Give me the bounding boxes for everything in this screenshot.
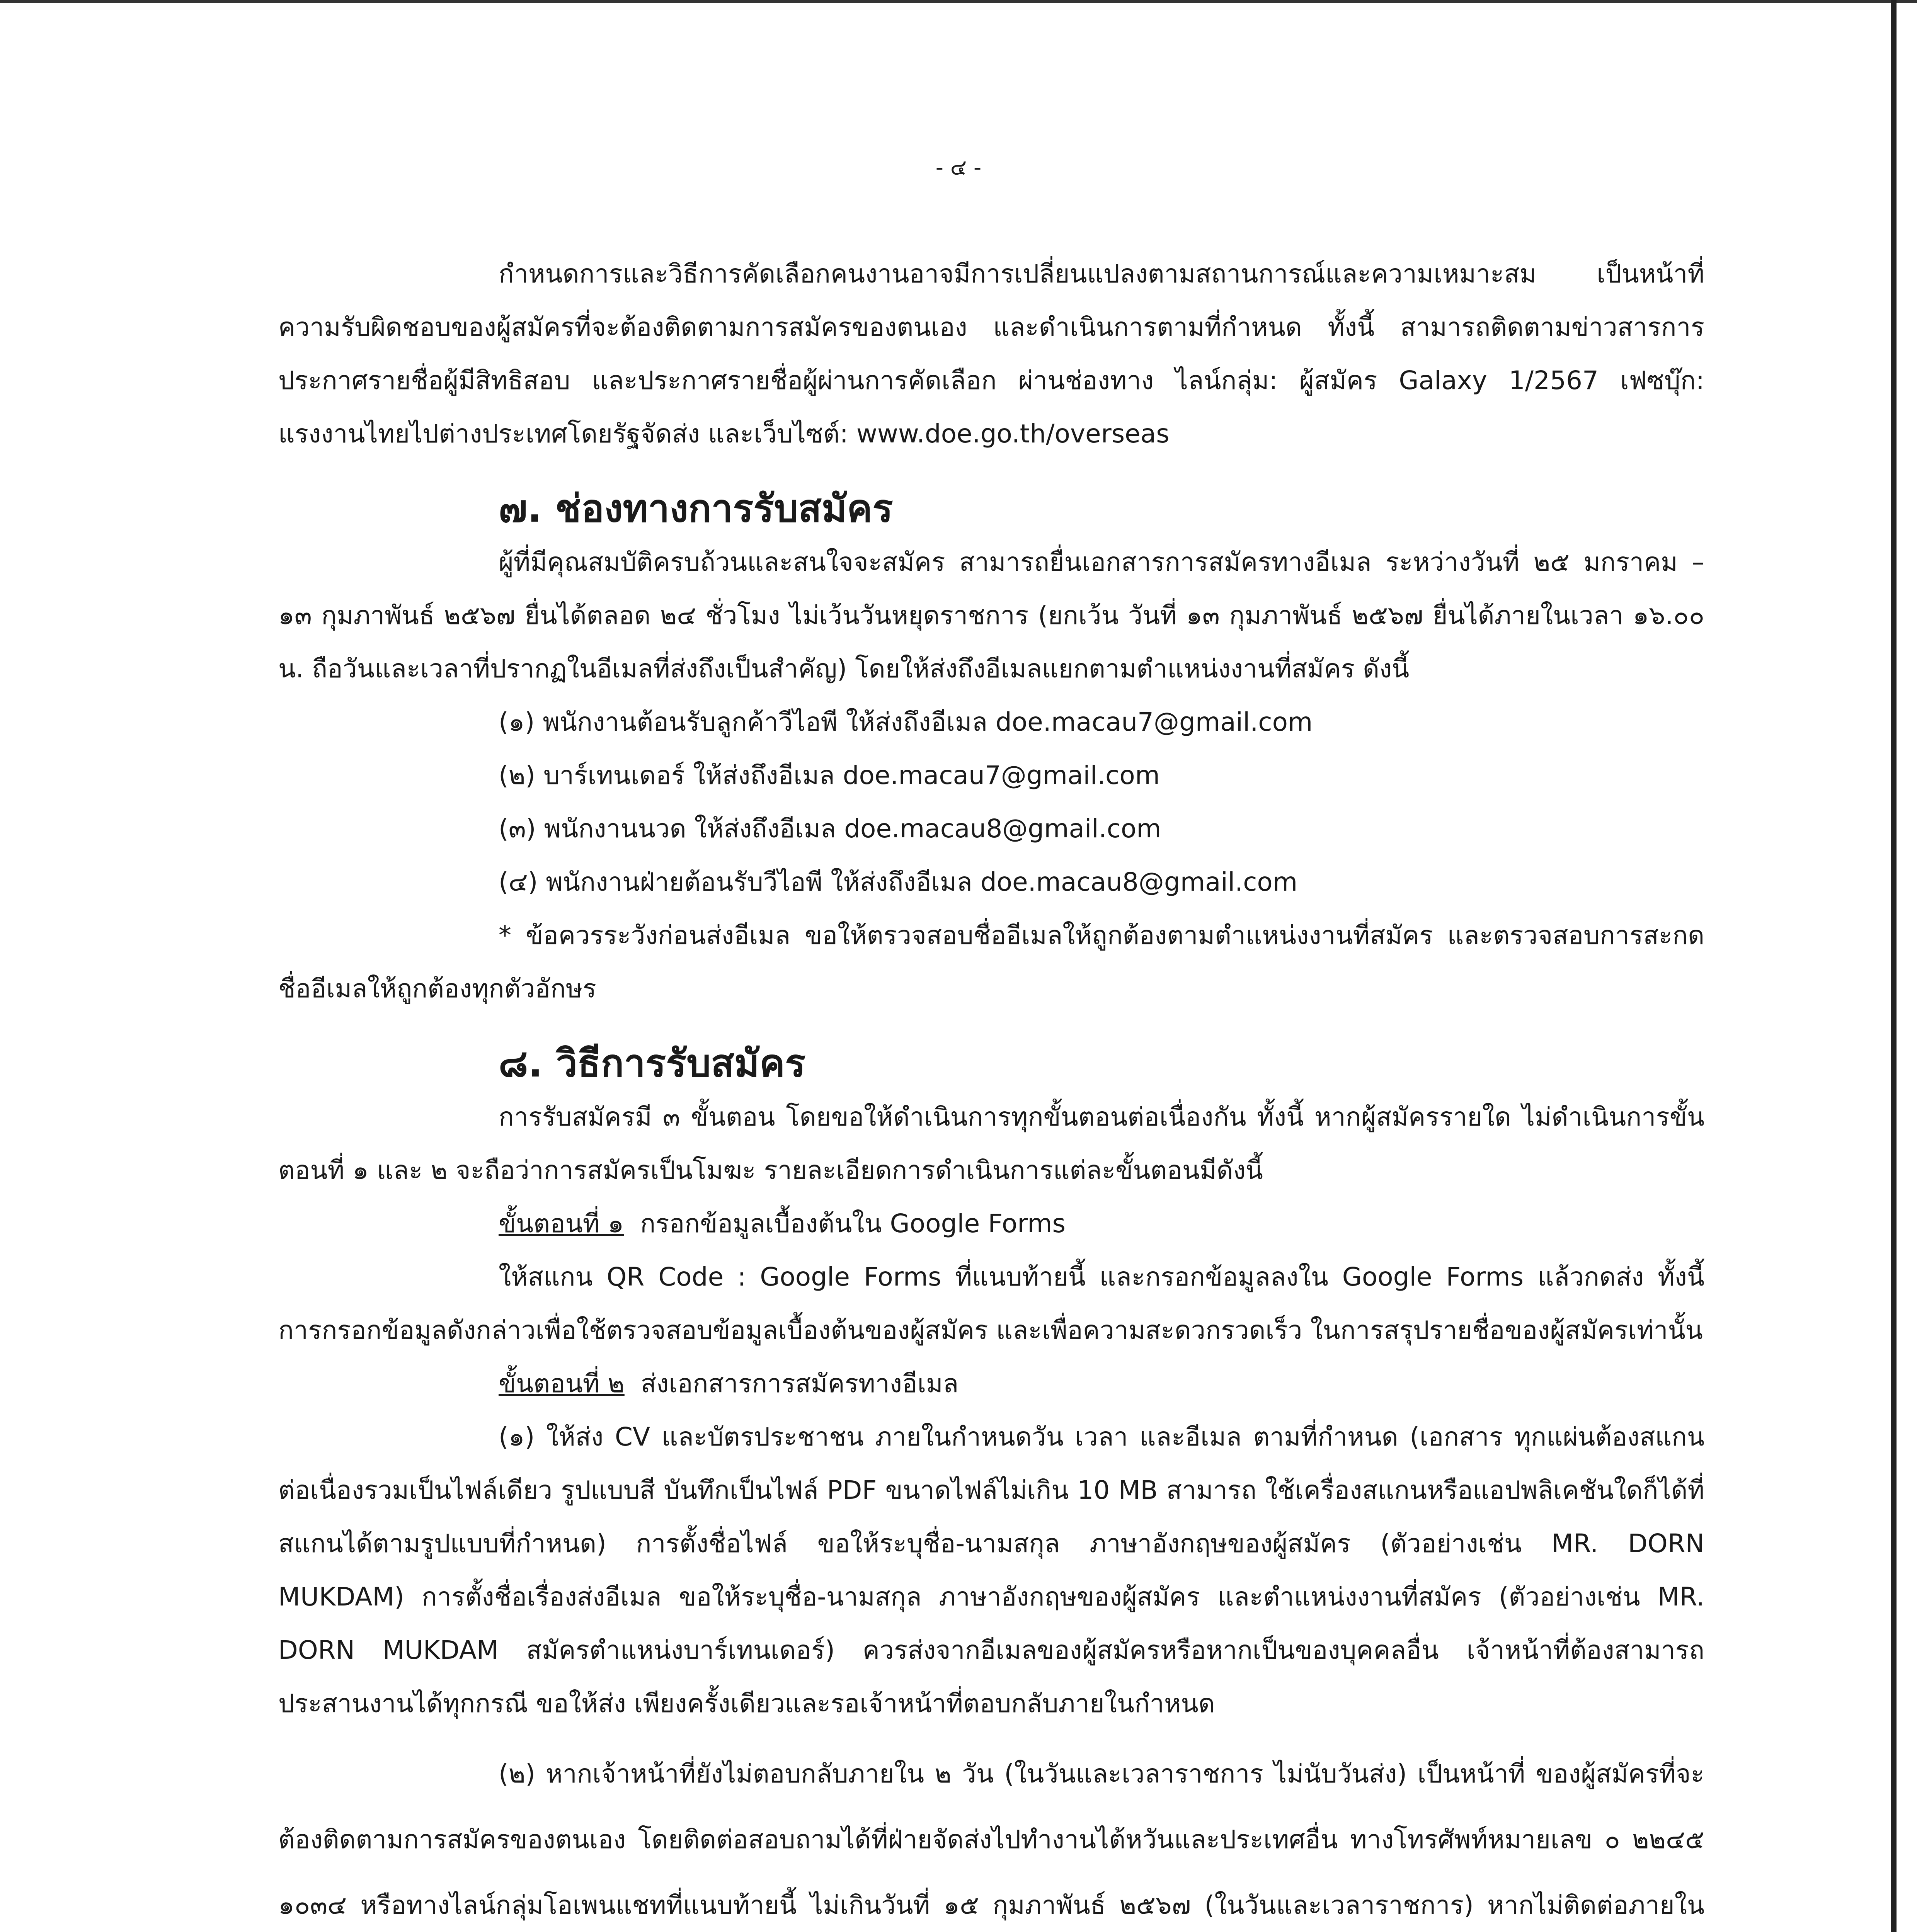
step-2-line bbox=[278, 1357, 1704, 1410]
page-number: - ๔ - bbox=[935, 155, 982, 180]
step-2-label: ขั้นตอนที่ ๒ bbox=[499, 1369, 625, 1398]
step-2-item-1: (๑) ให้ส่ง CV และบัตรประชาชน ภายในกำหนดวัน เวลา และอีเมล ตามที่กำหนด (เอกสาร ทุกแผ่นต้องสแกนต่อเนื่องรวมเป็นไฟล์เดียว รูปแบบสี บันทึกเป็นไฟล์ PDF ขนาดไฟล์ไม่เกิน 10 MB สามารถ ใช้เครื่องสแกนหรือแอปพลิเคชันใดก็ได้ที่สแกนได้ตามรูปแบบที่กำหนด) การตั้งชื่อไฟล์ ขอให้ระบุชื่อ-นามสกุล ภาษาอังกฤษของผู้สมัคร (ตัวอย่างเช่น MR. DORN MUKDAM) การตั้งชื่อเรื่องส่งอีเมล ขอให้ระบุชื่อ-นามสกุล ภาษาอังกฤษของผู้สมัคร และตำแหน่งงานที่สมัคร (ตัวอย่างเช่น MR. DORN MUKDAM สมัครตำแหน่งบาร์เทนเดอร์) ควรส่งจากอีเมลของผู้สมัครหรือหากเป็นของบุคคลอื่น เจ้าหน้าที่ต้องสามารถประสานงานได้ทุกกรณี ขอให้ส่ง เพียงครั้งเดียวและรอเจ้าหน้าที่ตอบกลับภายในกำหนด bbox=[278, 1422, 1704, 1718]
step-2-title: ส่งเอกสารการสมัครทางอีเมล bbox=[640, 1369, 959, 1398]
email-item: (๔) พนักงานฝ่ายต้อนรับวีไอพี ให้ส่งถึงอีเมล doe.macau8@gmail.com bbox=[499, 867, 1298, 897]
step-1-title: กรอกข้อมูลเบื้องต้นใน Google Forms bbox=[640, 1209, 1066, 1238]
email-item: (๑) พนักงานต้อนรับลูกค้าวีไอพี ให้ส่งถึงอีเมล doe.macau7@gmail.com bbox=[499, 707, 1313, 737]
email-item: (๓) พนักงานนวด ให้ส่งถึงอีเมล doe.macau8@gmail.com bbox=[499, 814, 1161, 844]
step-2-item-2: (๒) หากเจ้าหน้าที่ยังไม่ตอบกลับภายใน ๒ วัน (ในวันและเวลาราชการ ไม่นับวันส่ง) เป็นหน้าที่ ของผู้สมัครที่จะต้องติดตามการสมัครของตนเอง โดยติดต่อสอบถามได้ที่ฝ่ายจัดส่งไปทำงานไต้หวันและประเทศอื่น ทางโทรศัพท์หมายเลข ๐ ๒๒๔๕ ๑๐๓๔ หรือทางไลน์กลุ่มโอเพนแชทที่แนบท้ายนี้ ไม่เกินวันที่ ๑๕ กุมภาพันธ์ ๒๕๖๗ (ในวันและเวลาราชการ) หากไม่ติดต่อภายใน bbox=[278, 1759, 1704, 1920]
document-body bbox=[278, 247, 1704, 1932]
section-7-paragraph: ผู้ที่มีคุณสมบัติครบถ้วนและสนใจจะสมัคร สามารถยื่นเอกสารการสมัครทางอีเมล ระหว่างวันที่ ๒๕ มกราคม – ๑๓ กุมภาพันธ์ ๒๕๖๗ ยื่นได้ตลอด ๒๔ ชั่วโมง ไม่เว้นวันหยุดราชการ (ยกเว้น วันที่ ๑๓ กุมภาพันธ์ ๒๕๖๗ ยื่นได้ภายในเวลา ๑๖.๐๐ น. ถือวันและเวลาที่ปรากฏในอีเมลที่ส่งถึงเป็นสำคัญ) โดยให้ส่งถึงอีเมลแยกตามตำแหน่งงานที่สมัคร ดังนี้ bbox=[278, 547, 1704, 684]
intro-paragraph: กำหนดการและวิธีการคัดเลือกคนงานอาจมีการเปลี่ยนแปลงตามสถานการณ์และความเหมาะสม เป็นหน้าที่ความรับผิดชอบของผู้สมัครที่จะต้องติดตามการสมัครของตนเอง และดำเนินการตามที่กำหนด ทั้งนี้ สามารถติดตามข่าวสารการประกาศรายชื่อผู้มีสิทธิสอบ และประกาศรายชื่อผู้ผ่านการคัดเลือก ผ่านช่องทาง ไลน์กลุ่ม: ผู้สมัคร Galaxy 1/2567 เฟซบุ๊ก: แรงงานไทยไปต่างประเทศโดยรัฐจัดส่ง และเว็บไซต์: www.doe.go.th/overseas bbox=[278, 259, 1704, 449]
scan-edge-top bbox=[0, 0, 1917, 3]
section-8-intro: การรับสมัครมี ๓ ขั้นตอน โดยขอให้ดำเนินการทุกขั้นตอนต่อเนื่องกัน ทั้งนี้ หากผู้สมัครรายใด ไม่ดำเนินการขั้นตอนที่ ๑ และ ๒ จะถือว่าการสมัครเป็นโมฆะ รายละเอียดการดำเนินการแต่ละขั้นตอนมีดังนี้ bbox=[278, 1102, 1704, 1185]
email-note: * ข้อควรระวังก่อนส่งอีเมล ขอให้ตรวจสอบชื่ออีเมลให้ถูกต้องตามตำแหน่งงานที่สมัคร และตรวจสอบการสะกดชื่ออีเมลให้ถูกต้องทุกตัวอักษร bbox=[278, 920, 1704, 1003]
section-7-heading: ๗. ช่องทางการรับสมัคร bbox=[499, 486, 893, 531]
step-1-body: ให้สแกน QR Code : Google Forms ที่แนบท้ายนี้ และกรอกข้อมูลลงใน Google Forms แล้วกดส่ง ทั้งนี้ การกรอกข้อมูลดังกล่าวเพื่อใช้ตรวจสอบข้อมูลเบื้องต้นของผู้สมัคร และเพื่อความสะดวกรวดเร็ว ในการสรุปรายชื่อของผู้สมัครเท่านั้น bbox=[278, 1262, 1704, 1345]
section-8-heading: ๘. วิธีการรับสมัคร bbox=[499, 1041, 806, 1086]
scan-edge-right bbox=[1891, 0, 1897, 1932]
email-item: (๒) บาร์เทนเดอร์ ให้ส่งถึงอีเมล doe.macau7@gmail.com bbox=[499, 760, 1160, 790]
step-1-label: ขั้นตอนที่ ๑ bbox=[499, 1209, 624, 1238]
step-1-line bbox=[278, 1197, 1704, 1250]
